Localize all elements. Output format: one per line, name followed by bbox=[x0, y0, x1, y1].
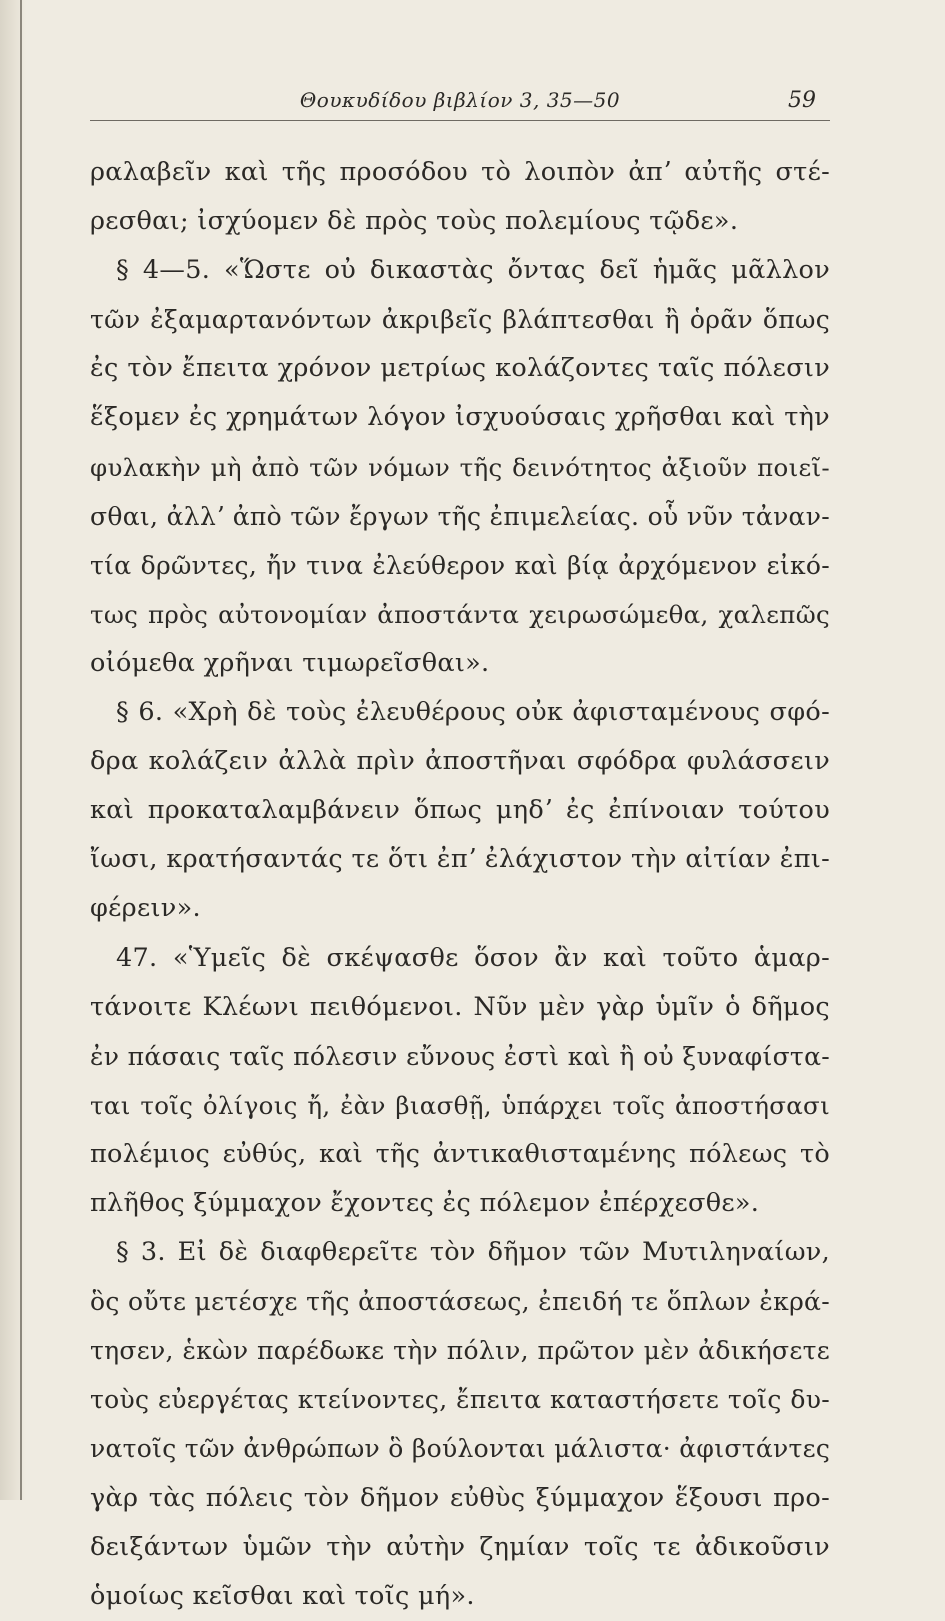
text-line: νατοῖς τῶν ἀνθρώπων ὃ βούλονται μάλιστα· ἀφιστάντες bbox=[90, 1434, 831, 1464]
text-line: δειξάντων ὑμῶν τὴν αὐτὴν ζημίαν τοῖς τε ἀδικοῦσιν bbox=[90, 1531, 830, 1562]
text-line: τῶν ἐξαμαρτανόντων ἀκριβεῖς βλάπτεσθαι ἢ ὁρᾶν ὅπως bbox=[90, 305, 830, 335]
text-line: τως πρὸς αὐτονομίαν ἀποστάντα χειρωσώμεθα, χαλεπῶς bbox=[90, 599, 830, 629]
text-line: ὁμοίως κεῖσθαι καὶ τοῖς μή». bbox=[90, 1580, 475, 1611]
text-line: φέρειν». bbox=[90, 893, 201, 924]
text-line: καὶ προκαταλαμβάνειν ὅπως μηδʼ ἐς ἐπίνοιαν τούτου bbox=[90, 795, 830, 826]
text-line: τάνοιτε Κλέωνι πειθόμενοι. Νῦν μὲν γὰρ ὑμῖν ὁ δῆμος bbox=[90, 991, 830, 1022]
text-line: γὰρ τὰς πόλεις τὸν δῆμον εὐθὺς ξύμμαχον ἕξουσι προ- bbox=[90, 1482, 830, 1513]
text-line: ὃς οὔτε μετέσχε τῆς ἀποστάσεως, ἐπειδή τε ὅπλων ἐκρά- bbox=[90, 1287, 830, 1317]
section-heading-line: § 4—5. «Ὥστε οὐ δικαστὰς ὄντας δεῖ ἡμᾶς μᾶλλον bbox=[116, 255, 830, 286]
text-line: ἐς τὸν ἔπειτα χρόνον μετρίως κολάζοντες ταῖς πόλεσιν bbox=[90, 353, 830, 384]
text-line: ρεσθαι; ἰσχύομεν δὲ πρὸς τοὺς πολεμίους τῷδε». bbox=[90, 206, 739, 237]
text-line: οἰόμεθα χρῆναι τιμωρεῖσθαι». bbox=[90, 647, 490, 678]
text-line: τία δρῶντες, ἤν τινα ἐλεύθερον καὶ βίᾳ ἀρχόμενον εἰκό- bbox=[90, 550, 830, 580]
section-heading-line: 47. «Ὑμεῖς δὲ σκέψασθε ὅσον ἂν καὶ τοῦτο ἁμαρ- bbox=[116, 942, 830, 973]
page-number: 59 bbox=[788, 88, 816, 113]
text-line: σθαι, ἀλλʼ ἀπὸ τῶν ἔργων τῆς ἐπιμελείας. οὗ νῦν τἀναν- bbox=[90, 501, 830, 531]
body-text bbox=[90, 148, 830, 1621]
text-line: ἕξομεν ἐς χρημάτων λόγον ἰσχυούσαις χρῆσθαι καὶ τὴν bbox=[90, 402, 830, 433]
text-line: ραλαβεῖν καὶ τῆς προσόδου τὸ λοιπὸν ἀπʼ αὐτῆς στέ- bbox=[90, 157, 830, 187]
text-line: ἴωσι, κρατήσαντάς τε ὅτι ἐπʼ ἐλάχιστον τὴν αἰτίαν ἐπι- bbox=[90, 844, 830, 875]
text-line: τοὺς εὐεργέτας κτείνοντες, ἔπειτα καταστήσετε τοῖς δυ- bbox=[90, 1385, 830, 1415]
running-head: Θουκυδίδου βιβλίον 3, 35—50 bbox=[299, 88, 621, 112]
text-line: ται τοῖς ὀλίγοις ἤ, ἐὰν βιασθῇ, ὑπάρχει τοῖς ἀποστήσασι bbox=[90, 1090, 830, 1120]
text-line: πλῆθος ξύμμαχον ἔχοντες ἐς πόλεμον ἐπέρχεσθε». bbox=[90, 1187, 760, 1218]
text-line: δρα κολάζειν ἀλλὰ πρὶν ἀποστῆναι σφόδρα φυλάσσειν bbox=[90, 746, 830, 777]
section-heading-line: § 6. «Χρὴ δὲ τοὺς ἐλευθέρους οὐκ ἀφισταμένους σφό- bbox=[116, 697, 830, 728]
text-line: ἐν πάσαις ταῖς πόλεσιν εὔνους ἐστὶ καὶ ἢ οὐ ξυναφίστα- bbox=[90, 1041, 830, 1071]
text-line: πολέμιος εὐθύς, καὶ τῆς ἀντικαθισταμένης πόλεως τὸ bbox=[90, 1138, 830, 1169]
text-line: τησεν, ἑκὼν παρέδωκε τὴν πόλιν, πρῶτον μὲν ἀδικήσετε bbox=[90, 1336, 830, 1366]
page-header bbox=[90, 88, 830, 124]
binding-edge bbox=[20, 0, 22, 1500]
binding-shadow bbox=[0, 0, 26, 1500]
section-heading-line: § 3. Εἰ δὲ διαφθερεῖτε τὸν δῆμον τῶν Μυτιληναίων, bbox=[116, 1237, 830, 1268]
text-line: φυλακὴν μὴ ἀπὸ τῶν νόμων τῆς δεινότητος ἀξιοῦν ποιεῖ- bbox=[90, 452, 830, 482]
header-rule bbox=[90, 120, 830, 121]
